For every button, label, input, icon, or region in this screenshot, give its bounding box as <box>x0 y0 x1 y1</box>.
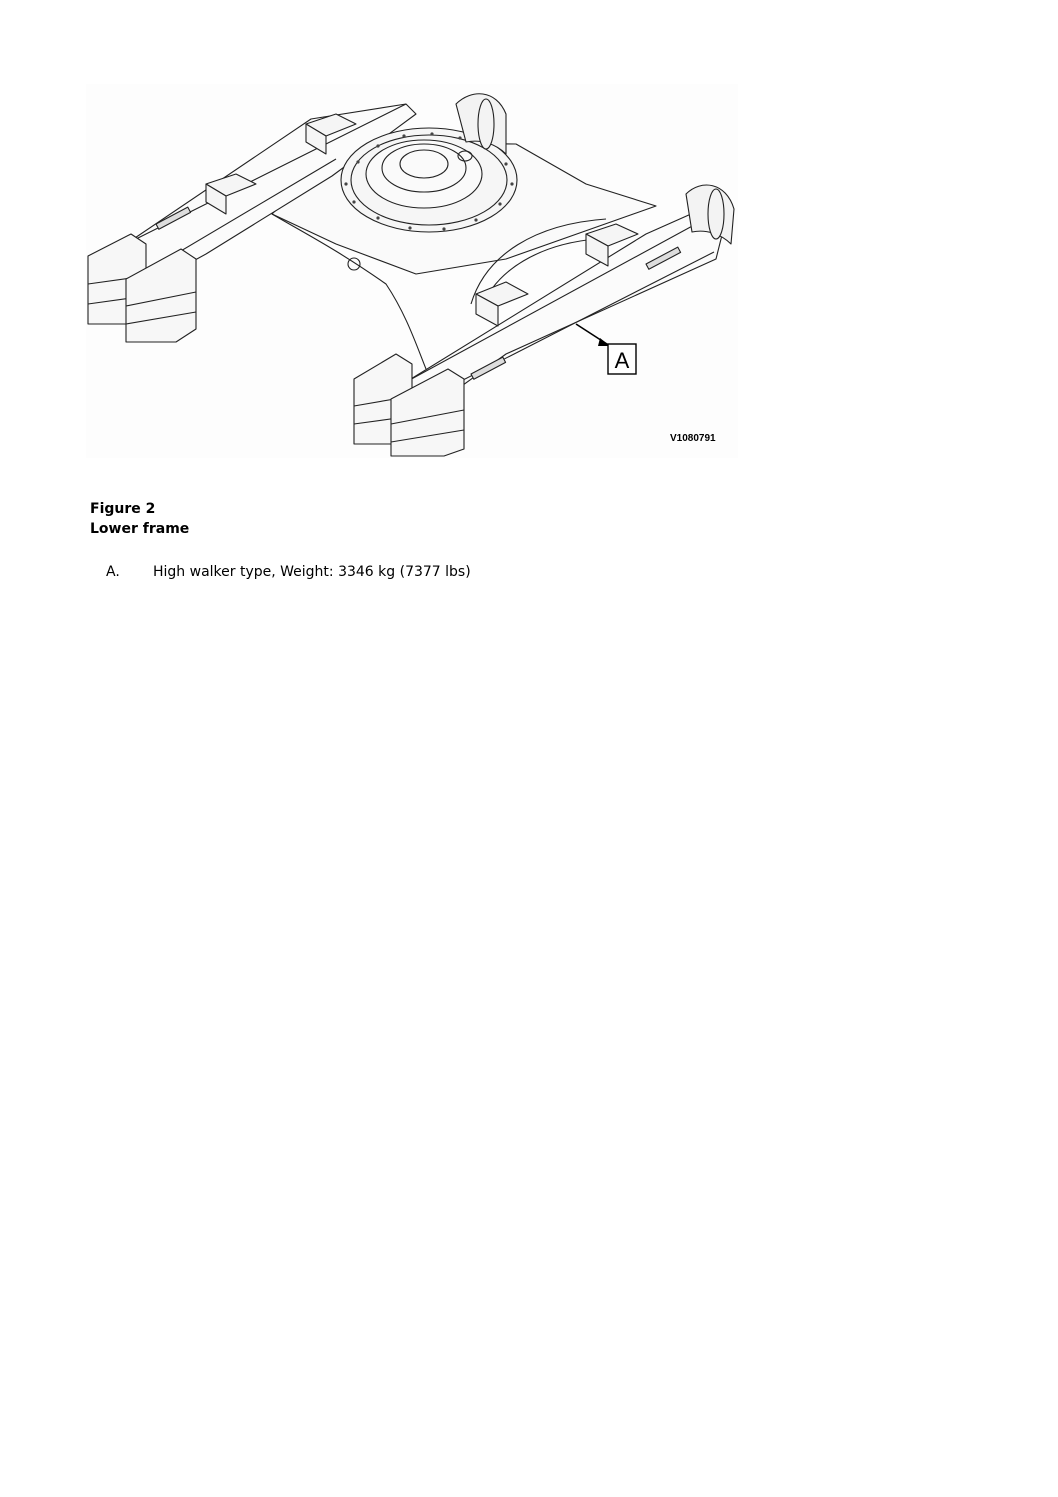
callout-letter: A <box>614 348 630 373</box>
figure-number: Figure 2 <box>90 501 156 517</box>
legend-text: High walker type, Weight: 3346 kg (7377 lbs) <box>153 564 471 580</box>
image-id-label: V1080791 <box>670 433 716 444</box>
lower-frame-drawing <box>86 84 738 458</box>
figure-caption: Lower frame <box>90 521 190 537</box>
legend-key: A. <box>106 564 120 580</box>
lower-frame-illustration <box>86 84 738 458</box>
legend-item <box>106 563 471 582</box>
